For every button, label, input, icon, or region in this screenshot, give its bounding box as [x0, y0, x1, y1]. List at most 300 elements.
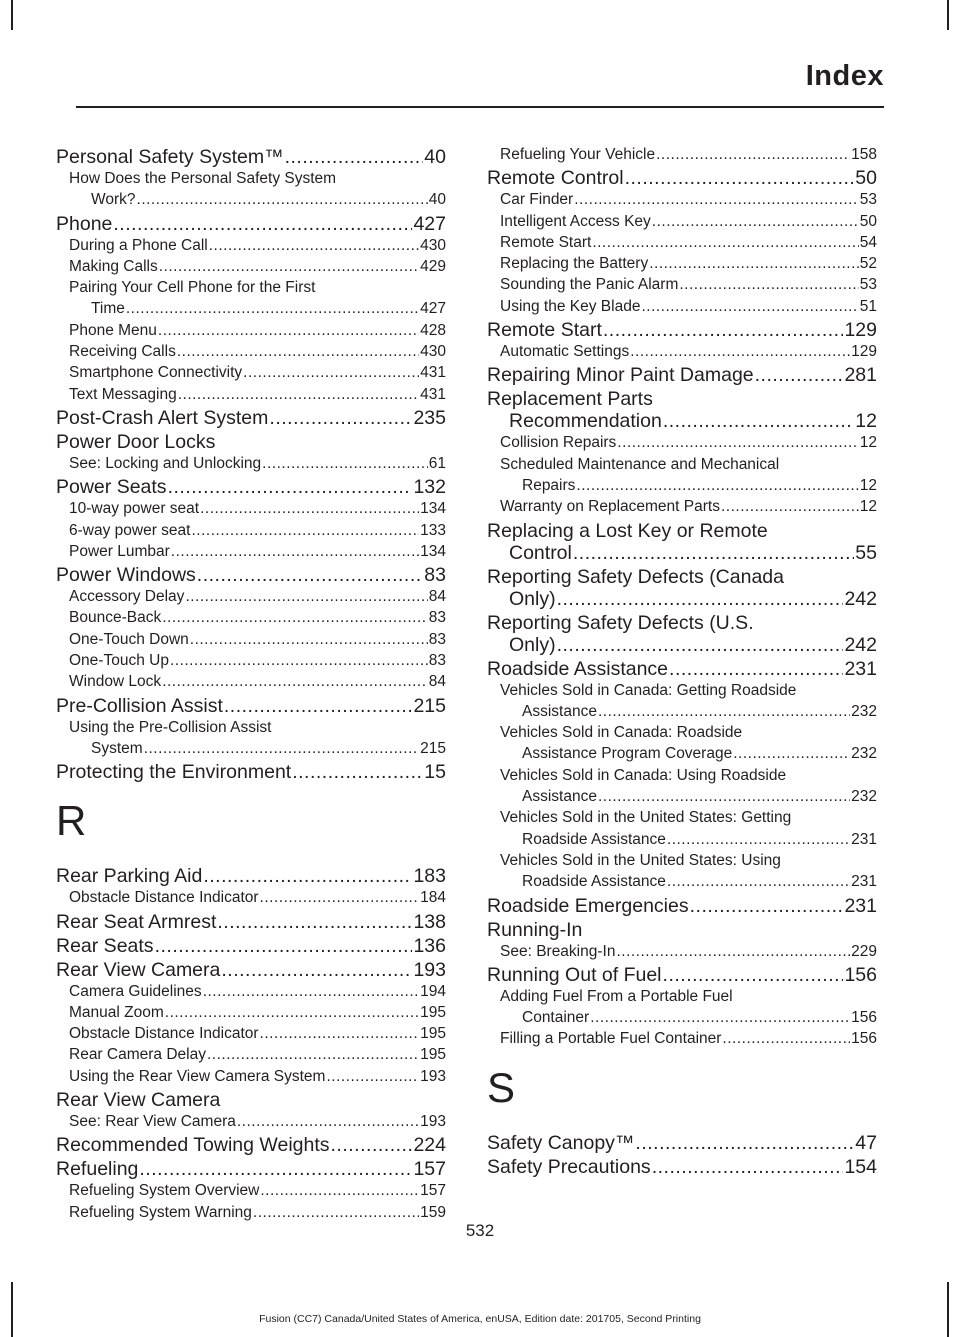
entry-label: Reporting Safety Defects (Canada — [487, 565, 784, 588]
index-sub-entry[interactable] — [56, 541, 446, 562]
index-sub-entry[interactable] — [487, 341, 877, 362]
index-sub-entry[interactable] — [56, 671, 446, 692]
dot-leader — [616, 941, 850, 962]
entry-label: Replacing a Lost Key or Remote — [487, 519, 768, 542]
entry-page-number: 242 — [844, 587, 877, 610]
entry-label: Vehicles Sold in Canada: Using Roadside — [500, 766, 787, 784]
entry-label: See: Locking and Unlocking — [69, 454, 262, 472]
entry-label: Remote Start — [487, 319, 602, 342]
entry-page-number: 138 — [413, 910, 446, 933]
entry-page-number: 83 — [428, 609, 446, 627]
entry-page-number: 84 — [428, 673, 446, 691]
entry-label: Collision Repairs — [500, 434, 617, 452]
entry-page-number: 232 — [851, 702, 877, 720]
index-sub-entry[interactable] — [487, 807, 877, 850]
entry-page-number: 47 — [855, 1131, 877, 1154]
index-sub-entry[interactable] — [56, 277, 446, 320]
entry-label: Power Lumbar — [69, 542, 170, 560]
index-sub-entry[interactable] — [487, 496, 877, 517]
index-sub-entry[interactable] — [56, 717, 446, 760]
dot-leader — [292, 761, 423, 783]
crop-mark-bottom-left — [11, 1282, 13, 1337]
entry-label: Roadside Assistance — [487, 657, 669, 680]
entry-label: Safety Canopy™ — [487, 1131, 635, 1154]
entry-label: Vehicles Sold in Canada: Roadside — [500, 724, 743, 742]
entry-label: Power Windows — [56, 564, 196, 587]
dot-leader — [168, 476, 413, 498]
index-sub-entry[interactable] — [487, 941, 877, 962]
entry-page-number: 12 — [859, 476, 877, 494]
index-sub-entry[interactable] — [56, 607, 446, 628]
index-sub-entry[interactable] — [56, 887, 446, 908]
entry-label: Rear View Camera — [56, 958, 221, 981]
entry-page-number: 83 — [428, 652, 446, 670]
entry-page-number: 235 — [413, 406, 446, 429]
dot-leader — [260, 1023, 420, 1044]
index-sub-entry[interactable] — [487, 211, 877, 232]
index-section-letter: R — [56, 797, 87, 845]
entry-page-number: 129 — [844, 319, 877, 342]
dot-leader — [217, 911, 412, 933]
entry-page-number: 158 — [851, 146, 877, 163]
dot-leader — [260, 887, 420, 908]
index-sub-entry[interactable] — [56, 362, 446, 383]
index-sub-entry[interactable] — [56, 520, 446, 541]
index-main-entry[interactable] — [487, 1156, 877, 1178]
index-sub-entry[interactable] — [56, 1111, 446, 1132]
entry-page-number: 195 — [420, 1025, 446, 1043]
entry-page-number: 431 — [420, 364, 446, 382]
index-sub-entry[interactable] — [487, 274, 877, 295]
index-column-right — [487, 144, 877, 1178]
dot-leader — [285, 146, 424, 168]
dot-leader — [679, 274, 858, 295]
entry-label: Intelligent Access Key — [500, 212, 651, 230]
dot-leader — [155, 935, 413, 957]
index-main-entry[interactable] — [56, 959, 446, 981]
index-sub-entry[interactable] — [56, 320, 446, 341]
index-main-entry[interactable] — [56, 761, 446, 783]
entry-page-number: 224 — [413, 1134, 446, 1157]
entry-label-continuation: Repairs — [522, 476, 576, 494]
entry-label: Phone — [56, 212, 113, 235]
entry-page-number: 84 — [428, 588, 446, 606]
index-sub-entry[interactable] — [56, 1202, 446, 1223]
crop-mark-top-left — [11, 0, 13, 30]
entry-label: Rear Seat Armrest — [56, 910, 217, 933]
entry-page-number: 133 — [420, 521, 446, 539]
dot-leader — [203, 981, 419, 1002]
dot-leader — [262, 453, 428, 474]
entry-label-continuation: Container — [522, 1009, 590, 1027]
index-main-entry[interactable] — [56, 476, 446, 498]
dot-leader — [126, 298, 419, 319]
entry-label: Smartphone Connectivity — [69, 364, 243, 382]
dot-leader — [191, 520, 419, 541]
entry-label: Window Lock — [69, 673, 162, 691]
dot-leader — [190, 629, 428, 650]
index-main-entry[interactable] — [487, 658, 877, 680]
entry-page-number: 53 — [859, 276, 877, 294]
entry-page-number: 231 — [844, 894, 877, 917]
entry-page-number: 134 — [420, 542, 446, 560]
dot-leader — [669, 658, 843, 680]
index-sub-entry[interactable] — [56, 586, 446, 607]
entry-label: Personal Safety System™ — [56, 146, 284, 168]
entry-page-number: 231 — [851, 830, 877, 848]
dot-leader — [203, 865, 412, 887]
dot-leader — [224, 695, 413, 717]
dot-leader — [635, 1132, 854, 1154]
entry-label: Obstacle Distance Indicator — [69, 1025, 259, 1043]
index-sub-entry[interactable] — [56, 498, 446, 519]
entry-page-number: 156 — [844, 963, 877, 986]
entry-label: Bounce-Back — [69, 609, 162, 627]
footer-edition-info: Fusion (CC7) Canada/United States of America, enUSA, Edition date: 201705, Second Printing — [259, 1313, 701, 1325]
dot-leader — [722, 1028, 850, 1049]
dot-leader — [331, 1134, 413, 1156]
entry-label: Reporting Safety Defects (U.S. — [487, 611, 754, 634]
dot-leader — [667, 829, 850, 850]
entry-page-number: 12 — [859, 434, 877, 452]
entry-page-number: 231 — [844, 657, 877, 680]
dot-leader — [592, 232, 858, 253]
index-main-entry[interactable] — [56, 564, 446, 586]
entry-label: Making Calls — [69, 257, 158, 275]
entry-label: During a Phone Call — [69, 236, 208, 254]
dot-leader — [197, 564, 424, 586]
entry-page-number: 156 — [851, 1030, 877, 1048]
entry-label: Safety Precautions — [487, 1155, 651, 1178]
entry-page-number: 195 — [420, 1046, 446, 1064]
dot-leader — [178, 384, 419, 405]
entry-label: Vehicles Sold in Canada: Getting Roadside — [500, 681, 797, 699]
dot-leader — [652, 211, 859, 232]
index-main-entry[interactable] — [56, 865, 446, 887]
entry-label: Repairing Minor Paint Damage — [487, 364, 754, 387]
dot-leader — [667, 871, 850, 892]
entry-label: Roadside Emergencies — [487, 894, 689, 917]
entry-page-number: 193 — [413, 958, 446, 981]
index-sub-entry[interactable] — [56, 1066, 446, 1087]
entry-label-continuation: Roadside Assistance — [522, 873, 666, 891]
entry-page-number: 232 — [851, 745, 877, 763]
index-main-entry[interactable] — [56, 1158, 446, 1180]
index-main-entry[interactable] — [487, 1132, 877, 1154]
dot-leader — [139, 1158, 412, 1180]
dot-leader — [237, 1111, 419, 1132]
index-sub-entry[interactable] — [56, 629, 446, 650]
dot-leader — [326, 1066, 419, 1087]
entry-page-number: 40 — [428, 191, 446, 209]
dot-leader — [177, 341, 419, 362]
index-sub-entry[interactable] — [487, 189, 877, 210]
dot-leader — [755, 364, 844, 386]
entry-page-number: 129 — [851, 343, 877, 361]
entry-label: Remote Start — [500, 233, 592, 251]
entry-label: Manual Zoom — [69, 1003, 164, 1021]
index-main-entry[interactable] — [487, 167, 877, 189]
dot-leader — [663, 964, 844, 986]
index-sub-entry[interactable] — [487, 232, 877, 253]
entry-label-continuation: Assistance — [522, 788, 597, 806]
dot-leader — [663, 410, 854, 432]
entry-label: Vehicles Sold in the United States: Using — [500, 851, 781, 869]
index-sub-entry[interactable] — [487, 144, 877, 165]
index-section-letter: S — [487, 1063, 516, 1111]
entry-page-number: 184 — [420, 889, 446, 907]
entry-page-number: 52 — [859, 255, 877, 273]
dot-leader — [574, 189, 859, 210]
entry-label: Running-In — [487, 918, 583, 941]
entry-page-number: 159 — [420, 1203, 446, 1221]
index-sub-entry[interactable] — [56, 235, 446, 256]
entry-page-number: 242 — [844, 633, 877, 656]
entry-label: Protecting the Environment — [56, 761, 292, 784]
entry-page-number: 55 — [855, 541, 877, 564]
entry-label: Post-Crash Alert System — [56, 406, 269, 429]
entry-label: Filling a Portable Fuel Container — [500, 1030, 722, 1048]
index-sub-entry[interactable] — [56, 256, 446, 277]
entry-label-continuation: Recommendation — [509, 410, 662, 433]
entry-label: Using the Pre-Collision Assist — [69, 718, 272, 736]
entry-label: Text Messaging — [69, 385, 177, 403]
index-sub-entry[interactable] — [56, 1180, 446, 1201]
entry-page-number: 429 — [420, 257, 446, 275]
index-sub-entry[interactable] — [487, 253, 877, 274]
entry-page-number: 430 — [420, 236, 446, 254]
index-sub-entry[interactable] — [487, 986, 877, 1029]
entry-page-number: 431 — [420, 385, 446, 403]
crop-mark-bottom-right — [947, 1282, 949, 1337]
entry-label: Rear Parking Aid — [56, 865, 203, 888]
index-main-entry[interactable] — [487, 612, 877, 656]
entry-label: Rear Seats — [56, 934, 154, 957]
entry-page-number: 51 — [859, 297, 877, 315]
index-sub-entry[interactable] — [56, 453, 446, 474]
dot-leader — [185, 586, 427, 607]
index-sub-entry[interactable] — [56, 168, 446, 211]
entry-label-continuation: Roadside Assistance — [522, 830, 666, 848]
entry-label: Replacing the Battery — [500, 255, 649, 273]
index-sub-entry[interactable] — [487, 850, 877, 893]
index-sub-entry[interactable] — [487, 722, 877, 765]
entry-label: Refueling Your Vehicle — [500, 146, 656, 163]
entry-page-number: 157 — [420, 1182, 446, 1200]
entry-label: See: Breaking-In — [500, 942, 616, 960]
entry-label: Running Out of Fuel — [487, 963, 662, 986]
entry-page-number: 427 — [420, 300, 446, 318]
entry-page-number: 229 — [851, 942, 877, 960]
dot-leader — [598, 701, 850, 722]
entry-label: One-Touch Down — [69, 630, 189, 648]
entry-label-continuation: Only) — [509, 633, 556, 656]
index-main-entry[interactable] — [56, 146, 446, 168]
entry-label: Refueling — [56, 1158, 139, 1181]
entry-label: Refueling System Warning — [69, 1203, 252, 1221]
entry-page-number: 53 — [859, 191, 877, 209]
dot-leader — [170, 650, 428, 671]
entry-label: Replacement Parts — [487, 388, 653, 411]
entry-page-number: 154 — [844, 1155, 877, 1178]
index-main-entry[interactable] — [487, 520, 877, 564]
entry-page-number: 132 — [413, 476, 446, 499]
dot-leader — [733, 743, 850, 764]
entry-page-number: 215 — [413, 694, 446, 717]
index-main-entry[interactable] — [487, 964, 877, 986]
index-main-entry[interactable] — [487, 566, 877, 610]
page-title: Index — [805, 60, 884, 92]
entry-label: Obstacle Distance Indicator — [69, 889, 259, 907]
entry-label-continuation: Work? — [91, 191, 136, 209]
entry-label: Using the Key Blade — [500, 297, 641, 315]
index-main-entry[interactable] — [56, 695, 446, 717]
dot-leader — [162, 607, 428, 628]
entry-label: Accessory Delay — [69, 588, 185, 606]
index-main-entry[interactable] — [56, 213, 446, 235]
entry-label: Using the Rear View Camera System — [69, 1067, 326, 1085]
index-sub-entry[interactable] — [56, 1023, 446, 1044]
index-sub-entry[interactable] — [56, 384, 446, 405]
entry-label: Power Door Locks — [56, 430, 216, 453]
index-main-entry[interactable] — [56, 431, 446, 453]
entry-page-number: 61 — [428, 454, 446, 472]
entry-page-number: 50 — [859, 212, 877, 230]
entry-page-number: 231 — [851, 873, 877, 891]
dot-leader — [617, 432, 858, 453]
dot-leader — [253, 1202, 419, 1223]
entry-label: Power Seats — [56, 476, 167, 499]
index-sub-entry[interactable] — [487, 454, 877, 497]
entry-label: Receiving Calls — [69, 343, 176, 361]
dot-leader — [652, 1156, 844, 1178]
entry-page-number: 193 — [420, 1113, 446, 1131]
page-number: 532 — [465, 1221, 495, 1240]
index-sub-entry[interactable] — [56, 1044, 446, 1065]
index-sub-entry[interactable] — [56, 341, 446, 362]
index-sub-entry[interactable] — [487, 765, 877, 808]
index-main-entry[interactable] — [56, 1089, 446, 1111]
entry-label: How Does the Personal Safety System — [69, 170, 337, 187]
dot-leader — [641, 296, 858, 317]
entry-label: Car Finder — [500, 191, 574, 209]
entry-label: Refueling System Overview — [69, 1182, 260, 1200]
entry-label: 6-way power seat — [69, 521, 191, 539]
dot-leader — [557, 588, 844, 610]
entry-page-number: 15 — [424, 761, 446, 784]
index-main-entry[interactable] — [487, 919, 877, 941]
dot-leader — [171, 541, 419, 562]
dot-leader — [590, 1007, 850, 1028]
entry-label-continuation: Assistance Program Coverage — [522, 745, 733, 763]
entry-label: Vehicles Sold in the United States: Getting — [500, 809, 792, 827]
index-main-entry[interactable] — [487, 319, 877, 341]
dot-leader — [159, 256, 419, 277]
entry-page-number: 232 — [851, 788, 877, 806]
dot-leader — [625, 167, 855, 189]
entry-page-number: 430 — [420, 343, 446, 361]
header-rule — [76, 106, 884, 108]
entry-page-number: 157 — [413, 1158, 446, 1181]
dot-leader — [576, 475, 858, 496]
entry-page-number: 50 — [855, 167, 877, 190]
dot-leader — [200, 498, 419, 519]
entry-page-number: 136 — [413, 934, 446, 957]
dot-leader — [113, 213, 412, 235]
entry-page-number: 83 — [424, 564, 446, 587]
dot-leader — [260, 1180, 419, 1201]
entry-page-number: 215 — [420, 739, 446, 757]
dot-leader — [209, 235, 419, 256]
index-main-entry[interactable] — [56, 911, 446, 933]
index-main-entry[interactable] — [56, 935, 446, 957]
index-sub-entry[interactable] — [487, 432, 877, 453]
entry-label: Recommended Towing Weights — [56, 1134, 330, 1157]
entry-label-continuation: System — [91, 739, 143, 757]
entry-label: Rear Camera Delay — [69, 1046, 206, 1064]
index-sub-entry[interactable] — [56, 981, 446, 1002]
dot-leader — [144, 738, 419, 759]
entry-page-number: 193 — [420, 1067, 446, 1085]
entry-label: Remote Control — [487, 167, 624, 190]
dot-leader — [603, 319, 844, 341]
index-sub-entry[interactable] — [487, 296, 877, 317]
dot-leader — [137, 189, 428, 210]
entry-page-number: 40 — [424, 146, 446, 168]
index-main-entry[interactable] — [487, 895, 877, 917]
entry-page-number: 194 — [420, 982, 446, 1000]
entry-label: Phone Menu — [69, 321, 157, 339]
entry-page-number: 134 — [420, 500, 446, 518]
entry-label: Warranty on Replacement Parts — [500, 498, 720, 516]
entry-label: See: Rear View Camera — [69, 1113, 236, 1131]
entry-label: Pre-Collision Assist — [56, 694, 223, 717]
dot-leader — [162, 671, 428, 692]
index-sub-entry[interactable] — [487, 1028, 877, 1049]
entry-label: Camera Guidelines — [69, 982, 202, 1000]
entry-page-number: 427 — [413, 212, 446, 235]
index-main-entry[interactable] — [487, 364, 877, 386]
dot-leader — [165, 1002, 419, 1023]
index-sub-entry[interactable] — [56, 1002, 446, 1023]
index-main-entry[interactable] — [487, 388, 877, 432]
entry-page-number: 183 — [413, 865, 446, 888]
dot-leader — [630, 341, 850, 362]
dot-leader — [269, 407, 412, 429]
dot-leader — [573, 542, 854, 564]
entry-page-number: 12 — [859, 498, 877, 516]
index-main-entry[interactable] — [56, 407, 446, 429]
index-column-left — [56, 144, 446, 1223]
entry-page-number: 281 — [844, 364, 877, 387]
entry-label-continuation: Time — [91, 300, 125, 318]
entry-label: Rear View Camera — [56, 1089, 221, 1112]
dot-leader — [557, 634, 844, 656]
index-main-entry[interactable] — [56, 1134, 446, 1156]
entry-page-number: 428 — [420, 321, 446, 339]
entry-label: One-Touch Up — [69, 652, 169, 670]
dot-leader — [656, 144, 850, 165]
index-sub-entry[interactable] — [487, 680, 877, 723]
entry-label: Pairing Your Cell Phone for the First — [69, 279, 316, 297]
entry-page-number: 156 — [851, 1009, 877, 1027]
dot-leader — [649, 253, 859, 274]
entry-label-continuation: Only) — [509, 587, 556, 610]
index-sub-entry[interactable] — [56, 650, 446, 671]
dot-leader — [721, 496, 859, 517]
entry-label: Automatic Settings — [500, 343, 630, 361]
entry-label-continuation: Control — [509, 541, 572, 564]
